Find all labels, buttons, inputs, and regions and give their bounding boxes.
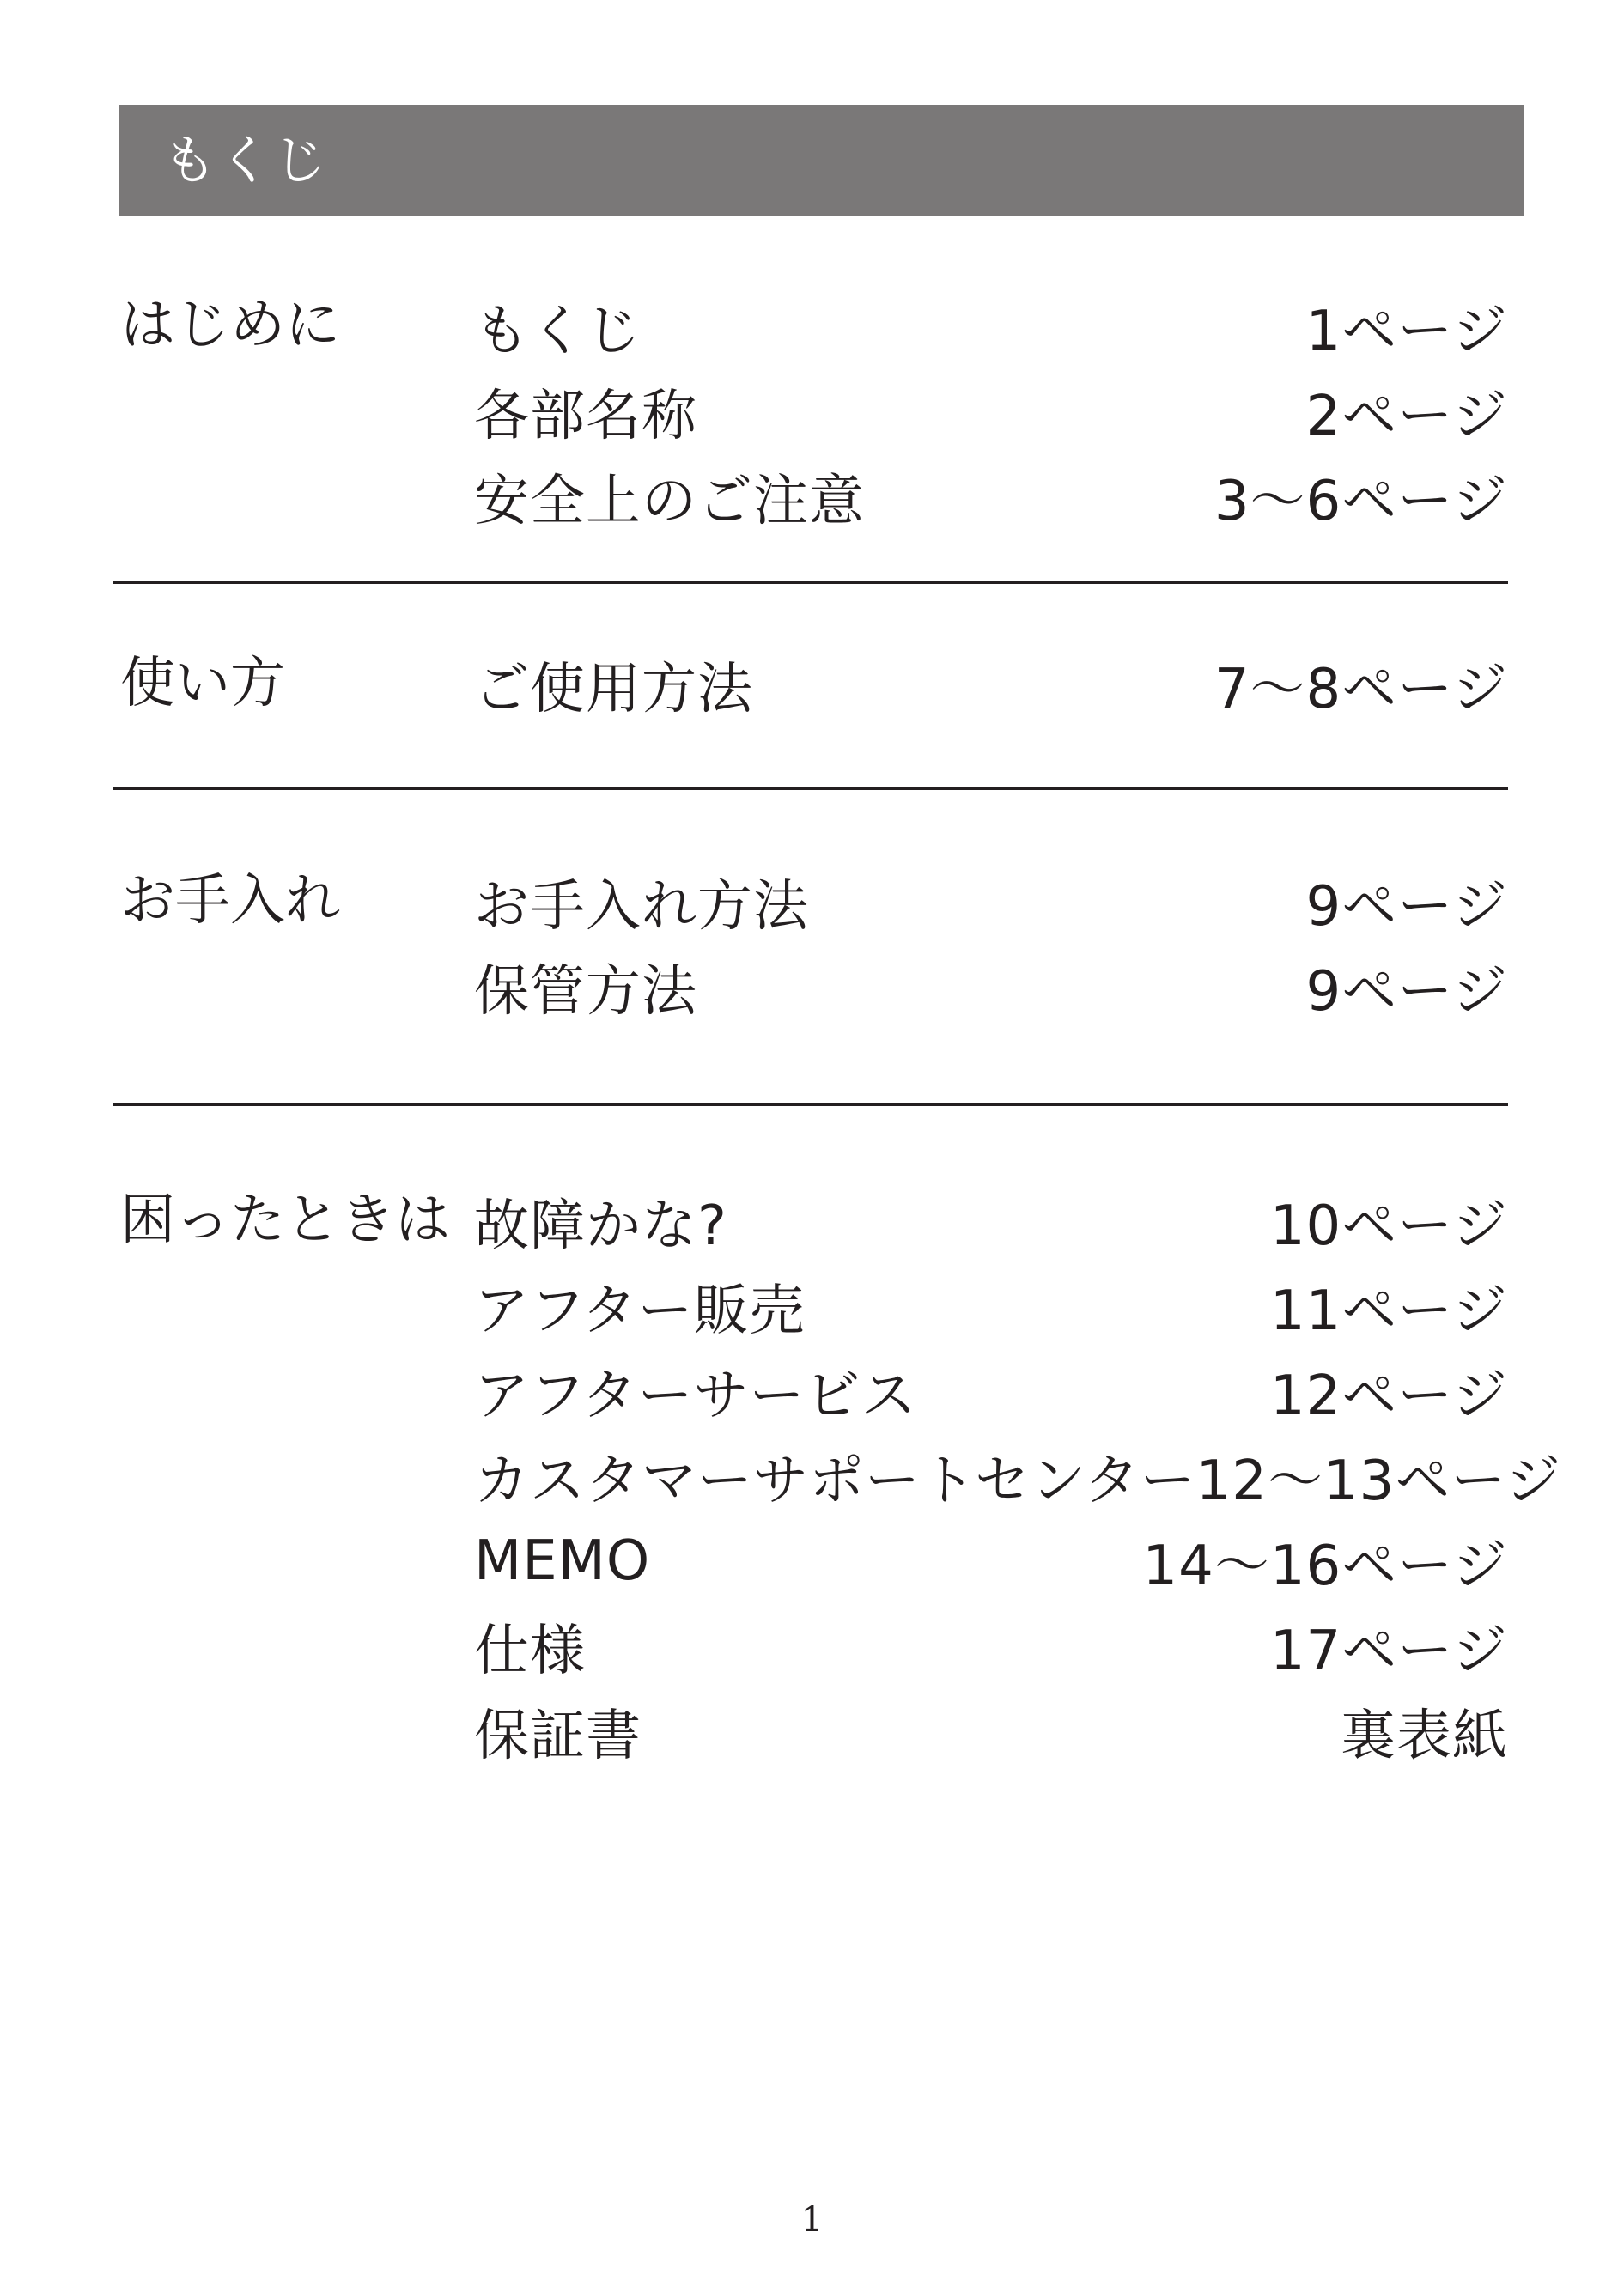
toc-entry-title: アフター販売 xyxy=(474,1279,806,1343)
toc-entry[interactable] xyxy=(474,1603,1508,1688)
toc-entry-page: 11ページ xyxy=(1269,1279,1508,1343)
toc-entry[interactable] xyxy=(474,1263,1508,1348)
section-label: 使い方 xyxy=(120,652,285,715)
toc-entry[interactable] xyxy=(474,1348,1508,1433)
toc-entry-page: 2ページ xyxy=(1305,384,1508,448)
toc-section-usage xyxy=(113,641,1508,727)
toc-entry-title: 仕様 xyxy=(474,1619,586,1683)
section-divider xyxy=(113,581,1508,584)
section-label: お手入れ xyxy=(120,869,340,933)
toc-section-troubleshooting xyxy=(113,1178,1562,1773)
page-number: 1 xyxy=(800,2200,824,2240)
section-divider xyxy=(113,787,1508,790)
toc-entry-page: 9ページ xyxy=(1305,874,1508,939)
toc-entry-title: ご使用方法 xyxy=(474,657,753,721)
toc-entry-title: MEMO xyxy=(474,1529,651,1593)
toc-entry-title: 各部名称 xyxy=(474,384,697,448)
toc-entry-page: 12〜13ページ xyxy=(1195,1449,1562,1513)
toc-entry-title: カスタマーサポートセンター xyxy=(474,1449,1196,1513)
toc-entry[interactable] xyxy=(474,1518,1508,1603)
toc-title: もくじ xyxy=(163,129,329,192)
toc-entry[interactable] xyxy=(474,859,1508,944)
toc-entry[interactable] xyxy=(474,453,1508,538)
toc-entry-page: 10ページ xyxy=(1269,1194,1508,1258)
toc-entry-page: 3〜6ページ xyxy=(1213,469,1508,533)
toc-entry-page: 裏表紙 xyxy=(1341,1704,1508,1768)
toc-entries xyxy=(474,1178,1562,1773)
toc-entry[interactable] xyxy=(474,641,1508,727)
toc-entry[interactable] xyxy=(474,368,1508,453)
toc-entry-title: もくじ xyxy=(474,299,642,363)
section-label: はじめに xyxy=(120,294,340,357)
toc-entry-page: 17ページ xyxy=(1269,1619,1508,1683)
toc-entry-page: 7〜8ページ xyxy=(1213,657,1508,721)
section-divider xyxy=(113,1103,1508,1106)
toc-entry[interactable] xyxy=(474,1688,1508,1773)
toc-entry-page: 12ページ xyxy=(1269,1364,1508,1428)
toc-entry-page: 14〜16ページ xyxy=(1142,1534,1508,1598)
toc-entries xyxy=(474,859,1508,1029)
toc-entry-title: お手入れ方法 xyxy=(474,874,809,939)
toc-entry-title: 故障かな? xyxy=(474,1194,727,1258)
toc-header-bar xyxy=(119,105,1524,216)
toc-entry[interactable] xyxy=(474,944,1508,1029)
toc-entry[interactable] xyxy=(474,1433,1562,1518)
toc-entry[interactable] xyxy=(474,1178,1508,1263)
toc-entry-title: 保証書 xyxy=(474,1704,642,1768)
toc-entry-title: 安全上のご注意 xyxy=(474,469,865,533)
toc-entry[interactable] xyxy=(474,283,1508,368)
toc-entry-page: 9ページ xyxy=(1305,959,1508,1024)
toc-entries xyxy=(474,283,1508,538)
toc-entry-title: アフターサービス xyxy=(474,1364,917,1428)
toc-entries xyxy=(474,641,1508,727)
section-label: 困ったときは xyxy=(120,1189,450,1252)
toc-section-introduction xyxy=(113,283,1508,538)
toc-entry-page: 1ページ xyxy=(1305,299,1508,363)
toc-section-care xyxy=(113,859,1508,1029)
toc-entry-title: 保管方法 xyxy=(474,959,697,1024)
